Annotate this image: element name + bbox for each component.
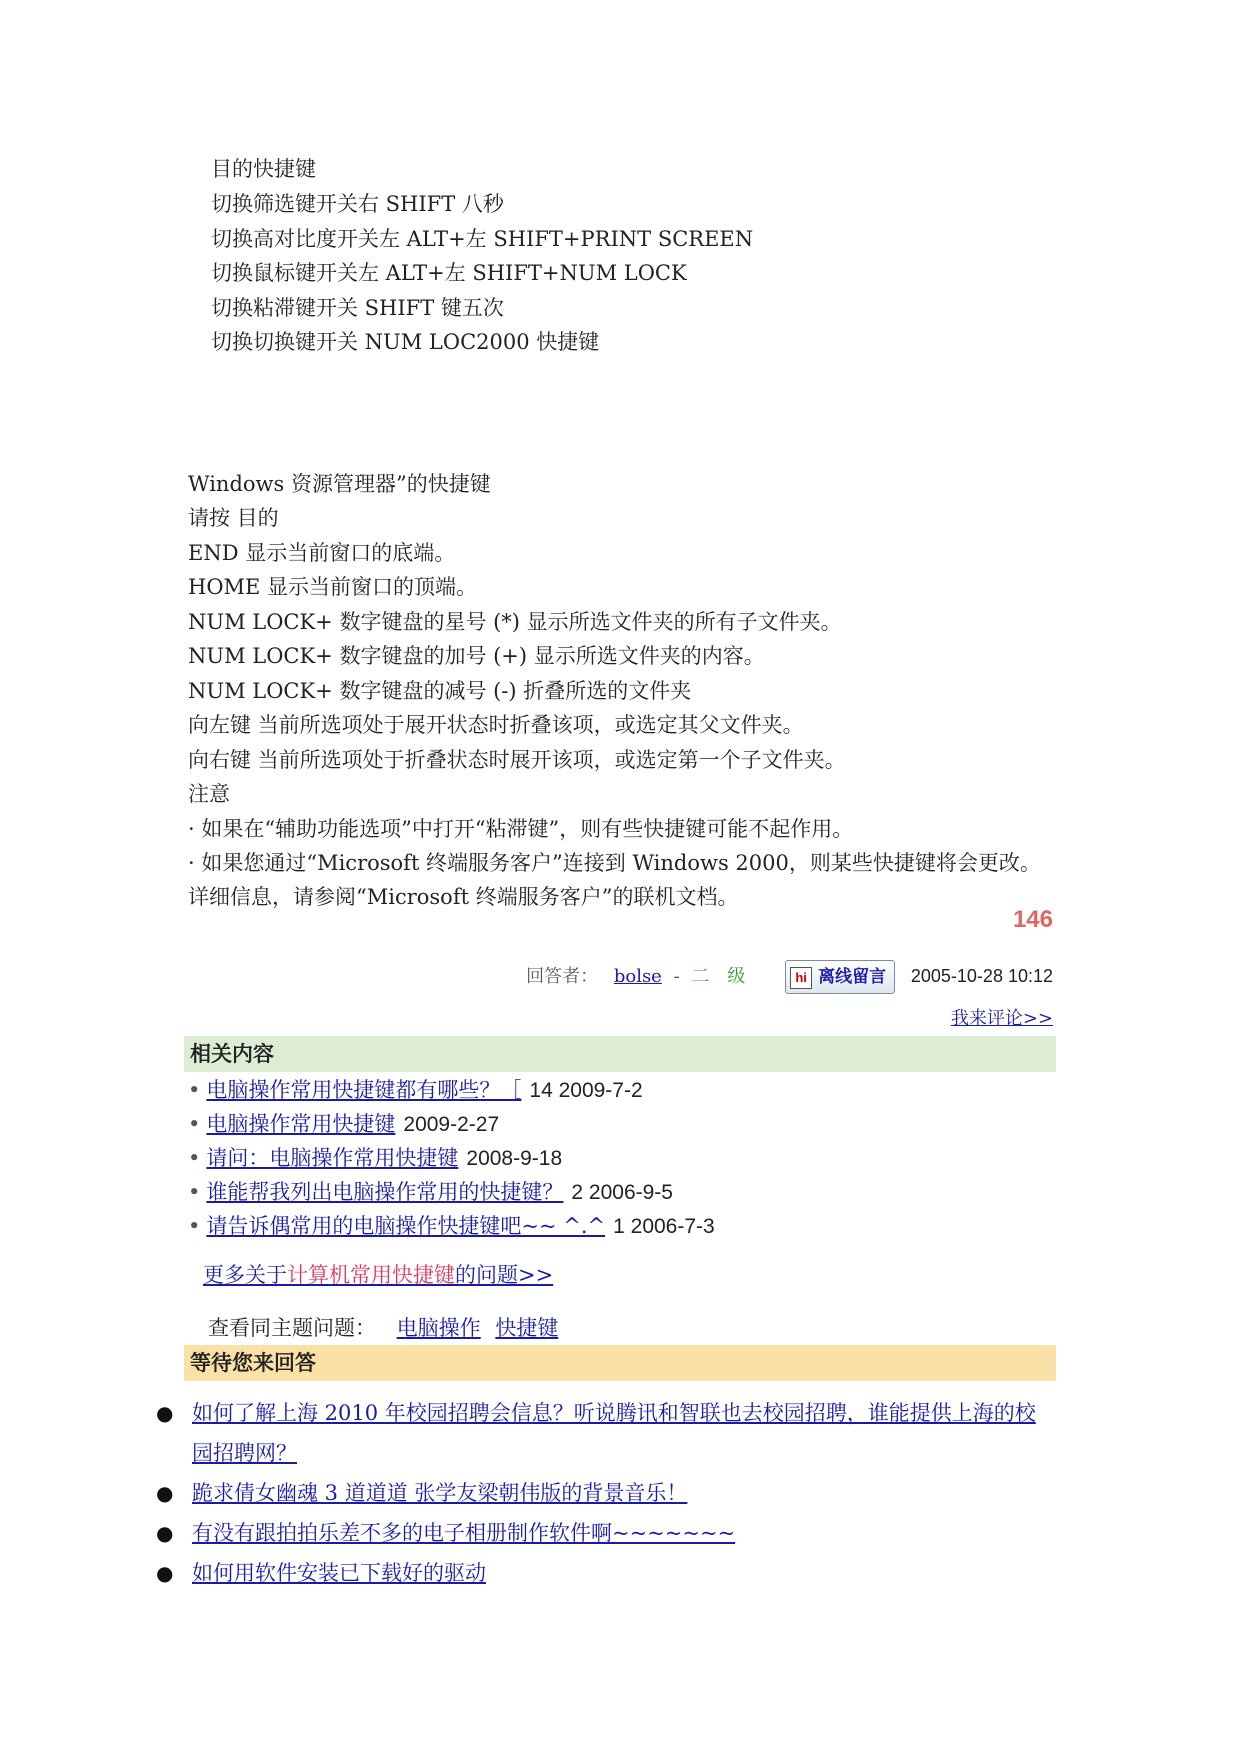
waiting-question-link[interactable]: 如何了解上海 2010 年校园招聘会信息？听说腾讯和智联也去校园招聘，谁能提供上海的校园招聘网？ — [192, 1401, 1036, 1465]
related-meta: 14 2009-7-2 — [529, 1079, 643, 1102]
waiting-question-link[interactable]: 有没有跟拍拍乐差不多的电子相册制作软件啊~~~~~~~ — [192, 1521, 736, 1545]
more-suffix: 的问题>> — [455, 1263, 554, 1287]
shortcut-line: 切换高对比度开关左 ALT+左 SHIFT+PRINT SCREEN — [211, 227, 754, 251]
explorer-line: NUM LOCK+ 数字键盘的星号 (*) 显示所选文件夹的所有子文件夹。 — [188, 610, 842, 634]
explorer-line: · 如果在“辅助功能选项”中打开“粘滞键”，则有些快捷键可能不起作用。 — [188, 817, 854, 841]
bullet-icon: ● — [156, 1521, 174, 1545]
list-item — [150, 1553, 1056, 1593]
explorer-line: Windows 资源管理器”的快捷键 — [188, 472, 491, 496]
related-link[interactable]: 电脑操作常用快捷键都有哪些？［ — [206, 1078, 522, 1102]
answerer-user-link[interactable]: bolse — [613, 966, 662, 987]
topic-link[interactable]: 快捷键 — [495, 1316, 559, 1340]
related-link[interactable]: 电脑操作常用快捷键 — [206, 1112, 396, 1136]
explorer-line: NUM LOCK+ 数字键盘的加号 (+) 显示所选文件夹的内容。 — [188, 644, 765, 668]
related-heading: 相关内容 — [184, 1036, 1056, 1072]
explorer-line: HOME 显示当前窗口的顶端。 — [188, 575, 478, 599]
list-item: • 电脑操作常用快捷键都有哪些？［ 14 2009-7-2 — [188, 1078, 643, 1102]
bullet-icon: ● — [156, 1481, 174, 1505]
same-topic-row — [208, 1311, 558, 1345]
list-item — [150, 1393, 1056, 1473]
answerer-separator: - — [673, 966, 680, 987]
list-item: • 电脑操作常用快捷键 2009-2-27 — [188, 1112, 500, 1136]
more-questions-link[interactable] — [203, 1258, 553, 1292]
related-meta: 2008-9-18 — [466, 1147, 563, 1170]
waiting-question-link[interactable]: 跪求倩女幽魂 3 道道道 张学友梁朝伟版的背景音乐！ — [192, 1481, 688, 1505]
related-meta: 2 2006-9-5 — [571, 1181, 673, 1204]
explorer-line: 请按 目的 — [188, 506, 279, 530]
list-item — [150, 1473, 1056, 1513]
waiting-question-link[interactable]: 如何用软件安装已下载好的驱动 — [192, 1561, 486, 1585]
topic-link[interactable]: 电脑操作 — [396, 1316, 481, 1340]
related-meta: 2009-2-27 — [403, 1113, 500, 1136]
explorer-line: 向右键 当前所选项处于折叠状态时展开该项，或选定第一个子文件夹。 — [188, 748, 846, 772]
list-item — [150, 1513, 1056, 1553]
shortcut-line: 目的快捷键 — [211, 157, 316, 181]
offline-message-label: 离线留言 — [818, 967, 887, 987]
list-item: • 请问：电脑操作常用快捷键 2008-9-18 — [188, 1146, 563, 1170]
answerer-grade: 二 级 — [691, 966, 746, 987]
related-meta: 1 2006-7-3 — [613, 1215, 715, 1238]
list-item: • 谁能帮我列出电脑操作常用的快捷键？ 2 2006-9-5 — [188, 1180, 673, 1204]
answer-datetime: 2005-10-28 10:12 — [910, 966, 1053, 986]
shortcut-line: 切换鼠标键开关左 ALT+左 SHIFT+NUM LOCK — [211, 261, 687, 285]
answerer-info — [526, 960, 1053, 994]
hi-icon: hi — [790, 967, 812, 989]
shortcut-line: 切换切换键开关 NUM LOC2000 快捷键 — [211, 330, 600, 354]
explorer-line: END 显示当前窗口的底端。 — [188, 541, 456, 565]
waiting-list — [150, 1393, 1056, 1593]
comment-link[interactable]: 我来评论>> — [950, 1008, 1053, 1029]
explorer-line: NUM LOCK+ 数字键盘的减号 (-) 折叠所选的文件夹 — [188, 679, 692, 703]
related-link[interactable]: 请问：电脑操作常用快捷键 — [206, 1146, 459, 1170]
offline-message-button[interactable] — [785, 960, 895, 994]
explorer-line: · 如果您通过“Microsoft 终端服务客户”连接到 Windows 2000，则某些快捷键将会更改。详细信息，请参阅“Microsoft 终端服务客户”的联机文档。 — [188, 851, 1041, 909]
bullet-icon: ● — [156, 1561, 174, 1585]
waiting-heading: 等待您来回答 — [184, 1345, 1056, 1381]
explorer-line: 向左键 当前所选项处于展开状态时折叠该项，或选定其父文件夹。 — [188, 713, 804, 737]
more-prefix: 更多关于 — [203, 1263, 287, 1287]
shortcut-line: 切换筛选键开关右 SHIFT 八秒 — [211, 192, 504, 216]
related-link[interactable]: 谁能帮我列出电脑操作常用的快捷键？ — [206, 1180, 564, 1204]
more-keyword: 计算机常用快捷键 — [287, 1263, 455, 1287]
bullet-icon: ● — [156, 1401, 174, 1425]
list-item: • 请告诉偶常用的电脑操作快捷键吧~~ ^.^ 1 2006-7-3 — [188, 1214, 715, 1238]
answerer-label: 回答者： — [526, 966, 599, 987]
explorer-line: 注意 — [188, 782, 230, 806]
answer-score: 146 — [1012, 906, 1053, 933]
shortcut-line: 切换粘滞键开关 SHIFT 键五次 — [211, 296, 504, 320]
topic-label: 查看同主题问题： — [208, 1316, 376, 1340]
related-link[interactable]: 请告诉偶常用的电脑操作快捷键吧~~ ^.^ — [206, 1214, 606, 1238]
